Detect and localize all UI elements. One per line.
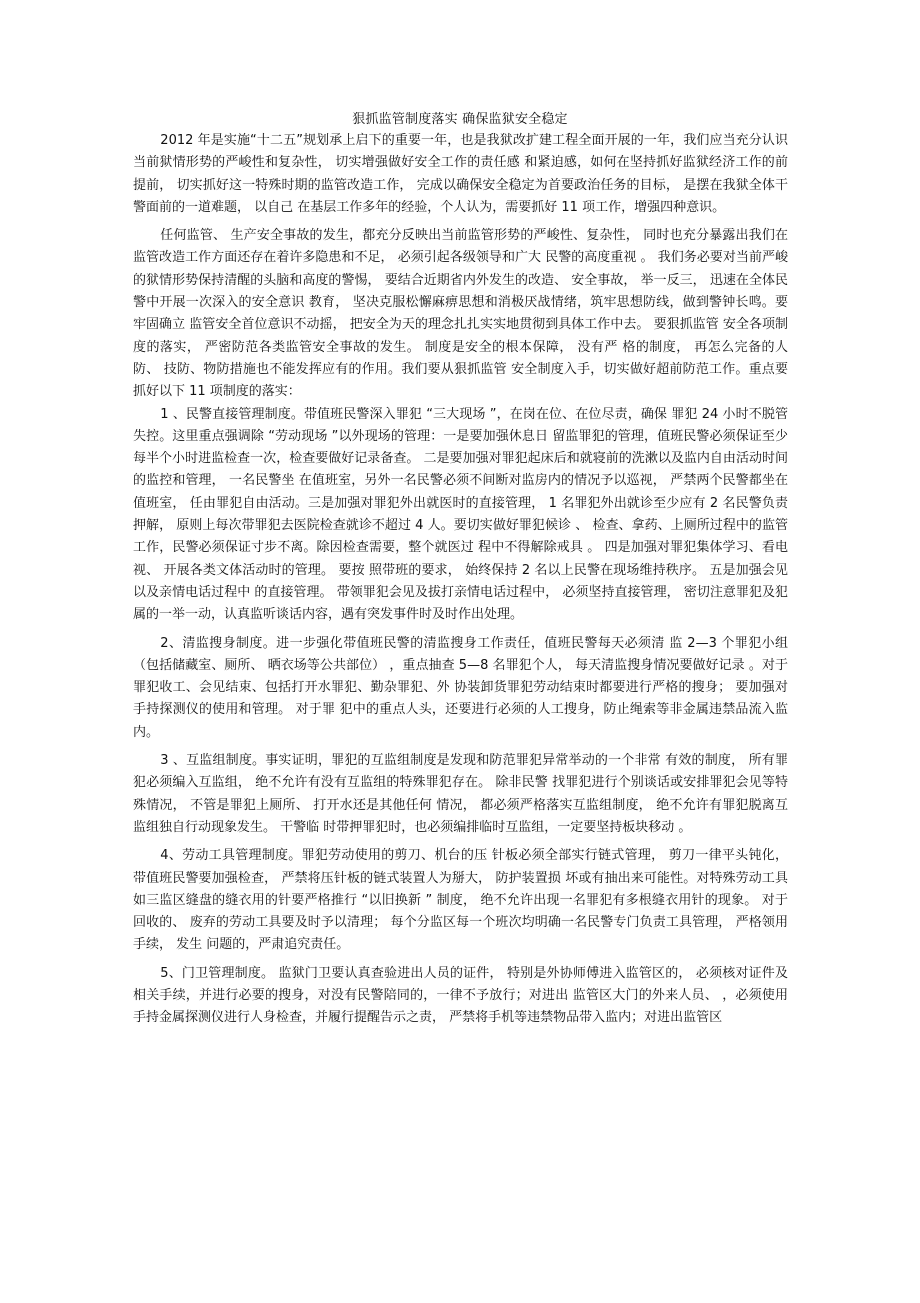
document-body bbox=[133, 130, 788, 1030]
document-title: 狠抓监管制度落实 确保监狱安全稳定 bbox=[352, 112, 568, 127]
paragraph-item-1: 1 、民警直接管理制度。带值班民警深入罪犯 “三大现场 ”，在岗在位、在位尽责，确保 罪犯 24 小时不脱管失控。这里重点强调除 “劳动现场 ”以外现场的管理：一是要加强休息日 留监罪犯的管理，值班民警必须保证至少每半个小时进监检查一次，检查要做好记录备查。 二是要加强对罪犯起床后和就寝前的洗漱以及监内自由活动时间的监控和管理， 一名民警坐 在值班室，另外一名民警必须不间断对监房内的情况予以巡视， 严禁两个民警都坐在值班室， 任由罪犯自由活动。三是加强对罪犯外出就医时的直接管理， 1 名罪犯外出就诊至少应有 2 名民警负责押解， 原则上每次带罪犯去医院检查就诊不超过 4 人。要切实做好罪犯候诊 、 检查、拿药、上厕所过程中的监管工作，民警必须保证寸步不离。除因检查需要，整个就医过 程中不得解除戒具 。 四是加强对罪犯集体学习、看电视、 开展各类文体活动时的管理。 要按 照带班的要求， 始终保持 2 名以上民警在现场维持秩序。 五是加强会见以及亲情电话过程中 的直接管理。 带领罪犯会见及拔打亲情电话过程中， 必须坚持直接管理， 密切注意罪犯及犯 属的一举一动，认真监听谈话内容，遇有突发事件时及时作出处理。 bbox=[133, 406, 788, 623]
paragraph-item-5: 5、门卫管理制度。 监狱门卫要认真查验进出人员的证件， 特别是外协师傅进入监管区的， 必须核对证件及相关手续，并进行必要的搜身，对没有民警陪同的，一律不予放行；对进出 监管区大门的外来人员、 ，必须使用手持金属探测仪进行人身检查，并履行提醒告示之责， 严禁将手机等违禁物品带入监内；对进出监管区 bbox=[133, 965, 788, 1026]
paragraph-item-4: 4、劳动工具管理制度。罪犯劳动使用的剪刀、机台的压 针板必须全部实行链式管理， 剪刀一律平头钝化， 带值班民警要加强检查， 严禁将压针板的链式装置人为掰大， 防护装置损 坏或有抽出来可能性。对特殊劳动工具如三监区缝盘的缝衣用的针要严格推行 “以旧换新 ” 制度， 绝不允许出现一名罪犯有多根缝衣用针的现象。 对于回收的、 废弃的劳动工具要及时予以清理； 每个分监区每一个班次均明确一名民警专门负责工具管理， 严格领用手续， 发生 问题的，严肃追究责任。 bbox=[133, 848, 788, 953]
paragraph-item-2: 2、清监搜身制度。进一步强化带值班民警的清监搜身工作责任，值班民警每天必须清 监 2—3 个罪犯小组（包括储藏室、厕所、 晒衣场等公共部位） ，重点抽查 5—8 名罪犯个人， 每天清监搜身情况要做好记录 。对于罪犯收工、会见结束、包括打开水罪犯、勤杂罪犯、外 协装卸货罪犯劳动结束时都要进行严格的搜身； 要加强对手持探测仪的使用和管理。 对于罪 犯中的重点人头，还要进行必须的人工搜身，防止绳索等非金属违禁品流入监内。 bbox=[133, 635, 788, 740]
paragraph-intro: 2012 年是实施“十二五”规划承上启下的重要一年，也是我狱改扩建工程全面开展的一年，我们应当充分认识当前狱情形势的严峻性和复杂性， 切实增强做好安全工作的责任感 和紧迫感，如何在坚持抓好监狱经济工作的前提前， 切实抓好这一特殊时期的监管改造工作， 完成以确保安全稳定为首要政治任务的目标， 是摆在我狱全体干警面前的一道难题， 以自己 在基层工作多年的经验，个人认为，需要抓好 11 项工作，增强四种意识。 bbox=[133, 133, 788, 215]
paragraph-safety: 任何监管、 生产安全事故的发生，都充分反映出当前监管形势的严峻性、复杂性， 同时也充分暴露出我们在监管改造工作方面还存在着许多隐患和不足， 必须引起各级领导和广大 民警的高度重视 。 我们务必要对当前严峻的狱情形势保持清醒的头脑和高度的警惕， 要结合近期省内外发生的改造、 安全事故， 举一反三， 迅速在全体民警中开展一次深入的安全意识 教育， 坚决克服松懈麻痹思想和消极厌战情绪，筑牢思想防线，做到警钟长鸣。要牢固确立 监管安全首位意识不动摇， 把安全为天的理念扎扎实实地贯彻到具体工作中去。 要狠抓监管 安全各项制度的落实， 严密防范各类监管安全事故的发生。 制度是安全的根本保障， 没有严 格的制度， 再怎么完备的人防、 技防、物防措施也不能发挥应有的作用。我们要从狠抓监管 安全制度入手，切实做好超前防范工作。重点要抓好以下 11 项制度的落实： bbox=[133, 228, 788, 400]
paragraph-item-3: 3 、互监组制度。事实证明，罪犯的互监组制度是发现和防范罪犯异常举动的一个非常 有效的制度， 所有罪犯必须编入互监组， 绝不允许有没有互监组的特殊罪犯存在。 除非民警 找罪犯进行个别谈话或安排罪犯会见等特殊情况， 不管是罪犯上厕所、 打开水还是其他任何 情况， 都必须严格落实互监组制度， 绝不允许有罪犯脱离互监组独自行动现象发生。 干警临 时带押罪犯时，也必须编排临时互监组，一定要坚持板块移动 。 bbox=[133, 753, 788, 835]
